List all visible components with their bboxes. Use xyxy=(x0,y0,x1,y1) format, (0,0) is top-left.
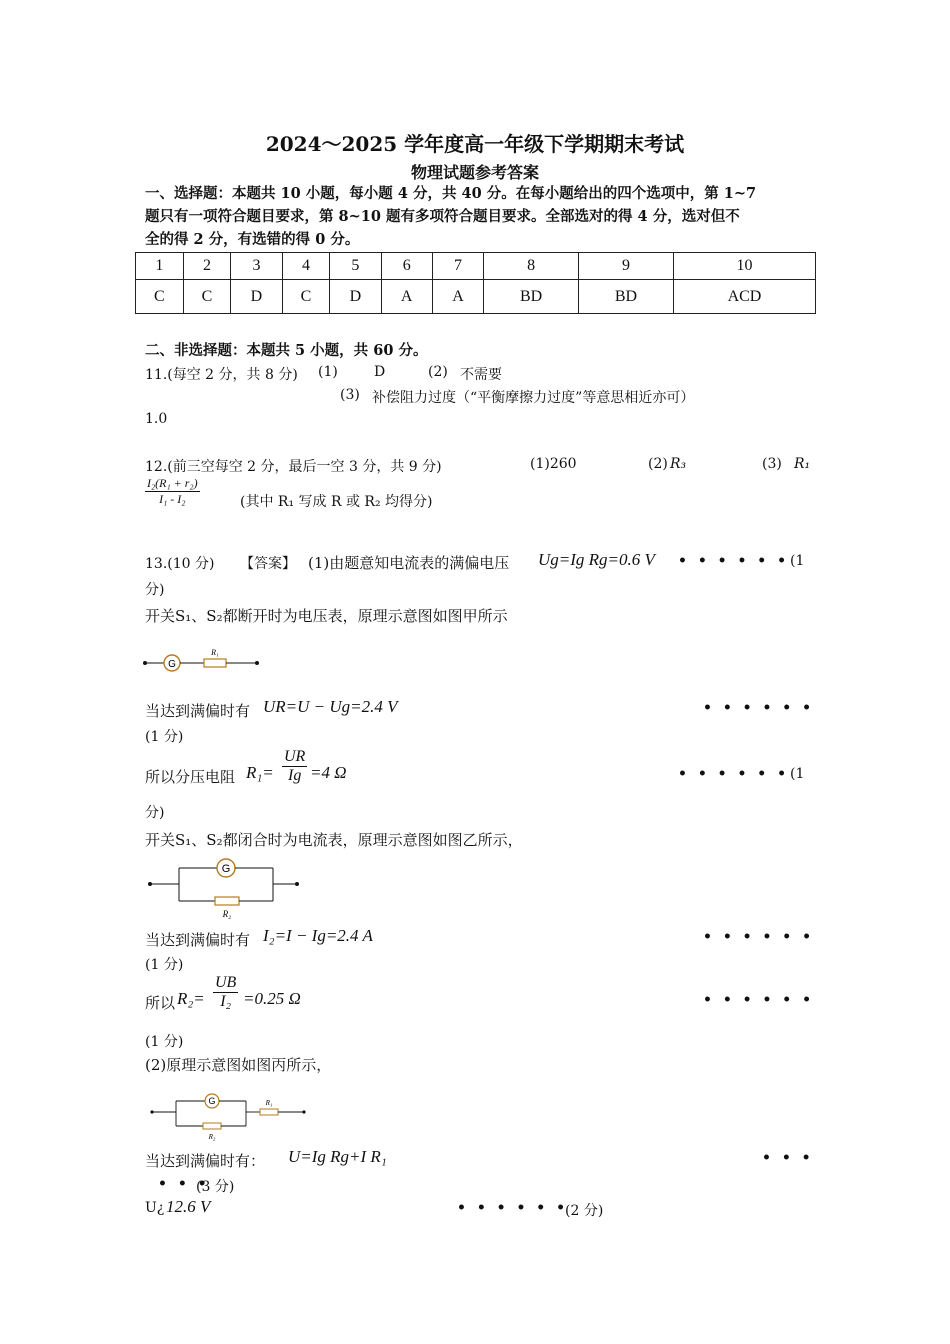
galvanometer-label: G xyxy=(208,1096,216,1106)
table-cell: 9 xyxy=(579,253,674,280)
fraction-denominator: I₂ xyxy=(220,993,232,1010)
table-cell: A xyxy=(432,280,483,314)
q13-eq5-rhs: =0.25 Ω xyxy=(243,989,301,1008)
q11-lead: 11.(每空 2 分，共 8 分) xyxy=(145,367,298,383)
q13-score3a: (1 xyxy=(790,766,805,782)
q13-score3b: 分) xyxy=(145,805,165,821)
q13-switch-closed: 开关S₁、S₂都闭合时为电流表，原理示意图如图乙所示， xyxy=(145,831,523,849)
fraction-denominator: Ig xyxy=(288,767,302,784)
q11-answer4: 1.0 xyxy=(145,411,168,427)
score-dots: • • • xyxy=(158,1176,210,1192)
q13-score4: (1 分) xyxy=(145,957,184,973)
resistor-label: R₂ xyxy=(208,1133,216,1141)
section1-line3: 全的得 2 分，有选错的得 0 分。 xyxy=(145,231,360,248)
table-cell: 5 xyxy=(330,253,381,280)
resistor-label: R₁ xyxy=(211,648,219,657)
circuit-diagram-combined xyxy=(148,1092,310,1142)
table-cell: BD xyxy=(484,280,579,314)
fraction xyxy=(213,974,238,1011)
table-cell: C xyxy=(183,280,231,314)
q13-part1-text: (1)由题意知电流表的满偏电压 xyxy=(308,554,510,572)
score-dots: • • • • • • xyxy=(678,553,790,569)
score-dots: • • • xyxy=(762,1150,814,1166)
q12-note: (其中 R₁ 写成 R 或 R₂ 均得分) xyxy=(240,494,433,510)
exam-title: 2024～2025 学年度高一年级下学期期末考试 xyxy=(265,132,685,156)
q13-step4-text: 当达到满偏时有 xyxy=(145,931,251,949)
q12-lead: 12.(前三空每空 2 分，最后一空 3 分，共 9 分) xyxy=(145,459,442,475)
q11-part1-label: (1) xyxy=(318,364,338,380)
q12-answer1: (1)260 xyxy=(530,456,577,472)
q11-answer2: 不需要 xyxy=(460,367,502,383)
table-cell: 10 xyxy=(673,253,815,280)
q13-eq4: I₂=I − Ig=2.4 A xyxy=(263,926,373,945)
q12-part2-label: (2) xyxy=(648,456,668,472)
table-cell: D xyxy=(330,280,381,314)
q11-answer3: 补偿阻力过度（“平衡摩擦力过度”等意思相近亦可） xyxy=(372,390,695,406)
q13-score5: (1 分) xyxy=(145,1034,184,1050)
resistor-icon xyxy=(204,659,226,667)
resistor-icon xyxy=(203,1123,221,1129)
table-cell: 4 xyxy=(282,253,330,280)
q13-step5-text: 所以 xyxy=(145,994,176,1012)
q11-part2-label: (2) xyxy=(428,364,448,380)
score-dots: • • • • • • xyxy=(703,929,815,945)
score-dots: • • • • • • xyxy=(457,1200,569,1216)
circuit-diagram-ammeter xyxy=(145,855,305,923)
q13-score1b: 分) xyxy=(145,582,165,598)
q12-answer2: R₃ xyxy=(670,456,687,472)
q13-eq7-prefix: U¿ xyxy=(145,1200,165,1216)
q13-eq5-fraction xyxy=(213,974,238,1011)
q13-score2: (1 分) xyxy=(145,729,184,745)
q13-eq6: U=Ig Rg+I R₁ xyxy=(288,1147,387,1166)
score-dots: • • • • • • xyxy=(703,700,815,716)
q13-eq3-fraction xyxy=(282,748,307,785)
score-dots: • • • • • • xyxy=(703,992,815,1008)
answer-table-numbers xyxy=(136,253,816,280)
table-cell: 6 xyxy=(381,253,432,280)
fraction xyxy=(282,748,307,785)
q11-answer1: D xyxy=(374,364,386,380)
q13-switch-open: 开关S₁、S₂都断开时为电压表，原理示意图如图甲所示 xyxy=(145,607,508,625)
resistor-label: R₁ xyxy=(265,1099,273,1107)
table-cell: D xyxy=(231,280,282,314)
q13-step3-text: 所以分压电阻 xyxy=(145,768,236,786)
table-cell: 3 xyxy=(231,253,282,280)
q12-answer4-fraction xyxy=(145,476,200,507)
section1-line2: 题只有一项符合题目要求，第 8~10 题有多项符合题目要求。全部选对的得 4 分，选对但不 xyxy=(145,208,740,225)
table-cell: BD xyxy=(579,280,674,314)
q13-score1a: (1 xyxy=(790,553,805,569)
table-cell: 7 xyxy=(432,253,483,280)
q13-part2-text: (2)原理示意图如图丙所示， xyxy=(145,1056,332,1074)
galvanometer-label: G xyxy=(221,863,231,875)
q13-score6: (3 分) xyxy=(196,1179,235,1195)
resistor-label: R₂ xyxy=(222,909,232,919)
circuit-diagram-voltmeter xyxy=(140,645,265,677)
fraction-numerator: UR xyxy=(284,748,306,765)
resistor-icon xyxy=(260,1109,278,1115)
q13-eq5-lhs: R₂= xyxy=(177,989,205,1008)
q13-step2-text: 当达到满偏时有 xyxy=(145,702,251,720)
table-cell: 2 xyxy=(183,253,231,280)
table-cell: 1 xyxy=(136,253,184,280)
q13-lead: 13.(10 分) xyxy=(145,556,215,572)
fraction-denominator: I₁ - I₂ xyxy=(159,492,186,506)
q12-part3-label: (3) xyxy=(762,456,782,472)
section2-heading: 二、非选择题：本题共 5 小题，共 60 分。 xyxy=(145,342,428,359)
q13-step6-text: 当达到满偏时有： xyxy=(145,1152,266,1170)
galvanometer-label: G xyxy=(168,659,176,670)
fraction xyxy=(145,476,200,507)
q13-answer-tag: 【答案】 xyxy=(240,556,296,572)
resistor-icon xyxy=(215,897,239,905)
answer-table-answers xyxy=(136,280,816,314)
q13-eq3-rhs: =4 Ω xyxy=(310,763,347,782)
q13-eq1: Ug=Ig Rg=0.6 V xyxy=(538,550,655,569)
table-cell: A xyxy=(381,280,432,314)
exam-subtitle: 物理试题参考答案 xyxy=(410,163,539,182)
fraction-numerator: I₂(R₁ + r₂) xyxy=(147,476,198,490)
table-cell: C xyxy=(282,280,330,314)
q13-eq2: UR=U − Ug=2.4 V xyxy=(263,697,398,716)
q13-score7: (2 分) xyxy=(565,1203,604,1219)
table-cell: 8 xyxy=(484,253,579,280)
table-cell: C xyxy=(136,280,184,314)
q13-eq7: 12.6 V xyxy=(166,1197,211,1216)
answer-table xyxy=(135,252,816,314)
table-cell: ACD xyxy=(673,280,815,314)
score-dots: • • • • • • xyxy=(678,766,790,782)
q13-eq3-lhs: R₁= xyxy=(246,763,274,782)
fraction-numerator: UB xyxy=(215,974,237,991)
q12-answer3: R₁ xyxy=(794,456,811,472)
q11-part3-label: (3) xyxy=(340,387,360,403)
section1-line1: 一、选择题：本题共 10 小题，每小题 4 分，共 40 分。在每小题给出的四个选项中，第 1~7 xyxy=(145,185,757,202)
